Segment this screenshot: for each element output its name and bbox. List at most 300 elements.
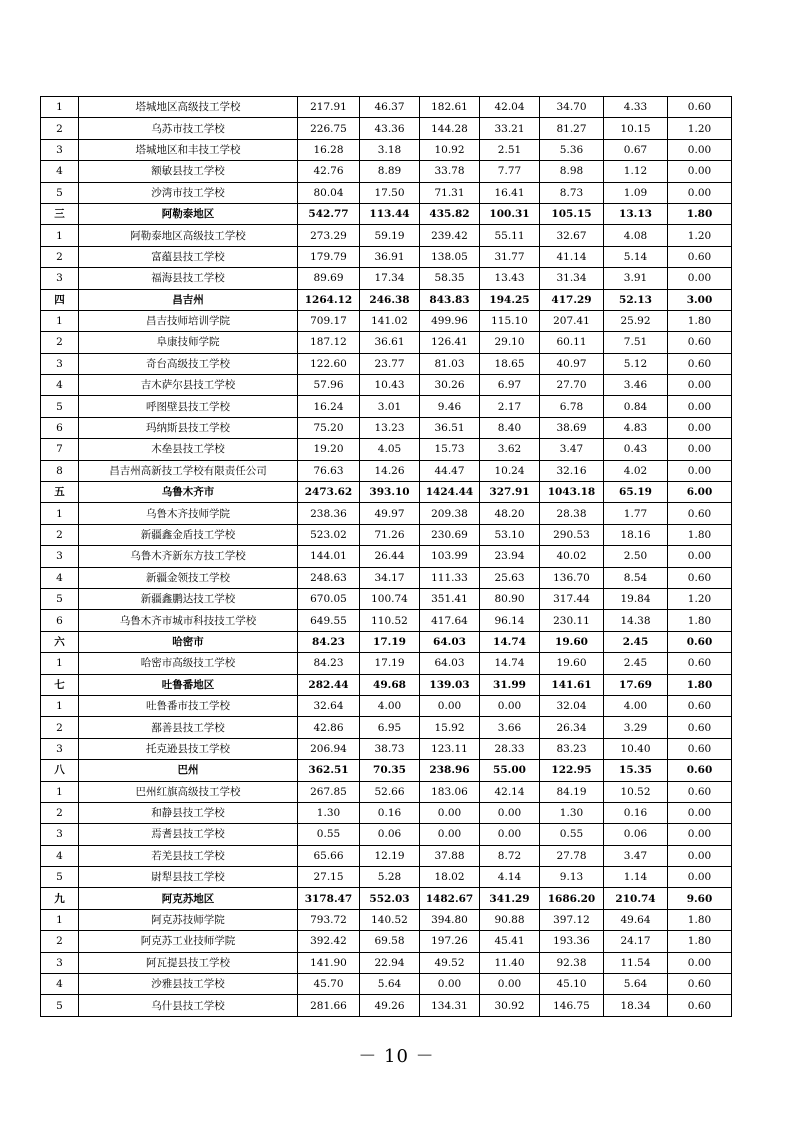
value-cell: 49.64: [604, 909, 668, 930]
value-cell: 115.10: [480, 310, 540, 331]
row-number-cell: 2: [41, 931, 79, 952]
value-cell: 42.86: [298, 717, 360, 738]
value-cell: 0.60: [668, 974, 732, 995]
school-name-cell: 阜康技师学院: [79, 332, 298, 353]
school-name-cell: 乌鲁木齐新东方技工学校: [79, 546, 298, 567]
value-cell: 0.67: [604, 139, 668, 160]
value-cell: 4.08: [604, 225, 668, 246]
school-name-cell: 巴州红旗高级技工学校: [79, 781, 298, 802]
value-cell: 10.40: [604, 738, 668, 759]
value-cell: 2.45: [604, 631, 668, 652]
row-number-cell: 5: [41, 867, 79, 888]
value-cell: 26.44: [360, 546, 420, 567]
value-cell: 19.60: [540, 653, 604, 674]
row-number-cell: 2: [41, 246, 79, 267]
school-name-cell: 塔城地区高级技工学校: [79, 97, 298, 118]
value-cell: 793.72: [298, 909, 360, 930]
row-number-cell: 5: [41, 588, 79, 609]
value-cell: 0.00: [420, 824, 480, 845]
table-row: [41, 375, 732, 396]
value-cell: 89.69: [298, 268, 360, 289]
value-cell: 1.80: [668, 674, 732, 695]
value-cell: 0.60: [668, 717, 732, 738]
value-cell: 3.01: [360, 396, 420, 417]
value-cell: 18.34: [604, 995, 668, 1016]
table-row: [41, 396, 732, 417]
value-cell: 843.83: [420, 289, 480, 310]
value-cell: 499.96: [420, 310, 480, 331]
value-cell: 0.84: [604, 396, 668, 417]
value-cell: 238.96: [420, 760, 480, 781]
row-number-cell: 3: [41, 952, 79, 973]
value-cell: 26.34: [540, 717, 604, 738]
row-number-cell: 1: [41, 225, 79, 246]
value-cell: 0.00: [480, 974, 540, 995]
value-cell: 10.92: [420, 139, 480, 160]
value-cell: 13.23: [360, 417, 420, 438]
value-cell: 0.00: [668, 375, 732, 396]
value-cell: 10.24: [480, 460, 540, 481]
school-name-cell: 沙湾市技工学校: [79, 182, 298, 203]
school-name-cell: 乌什县技工学校: [79, 995, 298, 1016]
value-cell: 2.45: [604, 653, 668, 674]
data-table: [40, 96, 732, 1017]
value-cell: 8.89: [360, 161, 420, 182]
table-row: [41, 867, 732, 888]
value-cell: 40.97: [540, 353, 604, 374]
value-cell: 3.47: [604, 845, 668, 866]
value-cell: 55.00: [480, 760, 540, 781]
value-cell: 0.00: [668, 182, 732, 203]
value-cell: 13.43: [480, 268, 540, 289]
table-row: [41, 503, 732, 524]
value-cell: 3.62: [480, 439, 540, 460]
value-cell: 44.47: [420, 460, 480, 481]
row-number-cell: 八: [41, 760, 79, 781]
value-cell: 84.23: [298, 653, 360, 674]
value-cell: 5.64: [604, 974, 668, 995]
table-row: [41, 931, 732, 952]
value-cell: 649.55: [298, 610, 360, 631]
value-cell: 2.51: [480, 139, 540, 160]
value-cell: 4.33: [604, 97, 668, 118]
school-name-cell: 吉木萨尔县技工学校: [79, 375, 298, 396]
row-number-cell: 6: [41, 610, 79, 631]
row-number-cell: 4: [41, 161, 79, 182]
value-cell: 0.00: [420, 974, 480, 995]
value-cell: 32.64: [298, 695, 360, 716]
value-cell: 100.31: [480, 203, 540, 224]
table-row: [41, 139, 732, 160]
row-number-cell: 5: [41, 396, 79, 417]
value-cell: 144.01: [298, 546, 360, 567]
value-cell: 10.52: [604, 781, 668, 802]
row-number-cell: 5: [41, 995, 79, 1016]
value-cell: 317.44: [540, 588, 604, 609]
value-cell: 0.06: [360, 824, 420, 845]
school-name-cell: 乌鲁木齐技师学院: [79, 503, 298, 524]
row-number-cell: 3: [41, 139, 79, 160]
value-cell: 226.75: [298, 118, 360, 139]
value-cell: 1.20: [668, 588, 732, 609]
value-cell: 32.04: [540, 695, 604, 716]
row-number-cell: 7: [41, 439, 79, 460]
value-cell: 81.03: [420, 353, 480, 374]
school-name-cell: 吐鲁番市技工学校: [79, 695, 298, 716]
value-cell: 38.69: [540, 417, 604, 438]
value-cell: 18.02: [420, 867, 480, 888]
school-name-cell: 木垒县技工学校: [79, 439, 298, 460]
value-cell: 417.64: [420, 610, 480, 631]
school-name-cell: 沙雅县技工学校: [79, 974, 298, 995]
value-cell: 6.97: [480, 375, 540, 396]
value-cell: 19.60: [540, 631, 604, 652]
table-group-row: [41, 674, 732, 695]
value-cell: 2473.62: [298, 482, 360, 503]
value-cell: 0.00: [668, 845, 732, 866]
value-cell: 141.61: [540, 674, 604, 695]
value-cell: 81.27: [540, 118, 604, 139]
table-group-row: [41, 482, 732, 503]
value-cell: 36.61: [360, 332, 420, 353]
value-cell: 111.33: [420, 567, 480, 588]
value-cell: 14.38: [604, 610, 668, 631]
value-cell: 31.34: [540, 268, 604, 289]
value-cell: 105.15: [540, 203, 604, 224]
value-cell: 75.20: [298, 417, 360, 438]
value-cell: 4.00: [360, 695, 420, 716]
value-cell: 22.94: [360, 952, 420, 973]
table-row: [41, 225, 732, 246]
value-cell: 59.19: [360, 225, 420, 246]
value-cell: 144.28: [420, 118, 480, 139]
value-cell: 5.28: [360, 867, 420, 888]
value-cell: 2.17: [480, 396, 540, 417]
value-cell: 17.19: [360, 653, 420, 674]
table-row: [41, 268, 732, 289]
row-number-cell: 九: [41, 888, 79, 909]
table-row: [41, 909, 732, 930]
school-name-cell: 阿勒泰地区高级技工学校: [79, 225, 298, 246]
value-cell: 84.23: [298, 631, 360, 652]
value-cell: 0.00: [668, 439, 732, 460]
value-cell: 0.00: [668, 867, 732, 888]
table-row: [41, 824, 732, 845]
value-cell: 18.65: [480, 353, 540, 374]
value-cell: 0.60: [668, 738, 732, 759]
value-cell: 1.14: [604, 867, 668, 888]
value-cell: 0.00: [668, 268, 732, 289]
school-name-cell: 鄯善县技工学校: [79, 717, 298, 738]
table-group-row: [41, 888, 732, 909]
value-cell: 27.70: [540, 375, 604, 396]
table-row: [41, 588, 732, 609]
value-cell: 83.23: [540, 738, 604, 759]
value-cell: 126.41: [420, 332, 480, 353]
value-cell: 41.14: [540, 246, 604, 267]
value-cell: 1686.20: [540, 888, 604, 909]
table-row: [41, 845, 732, 866]
value-cell: 30.26: [420, 375, 480, 396]
value-cell: 392.42: [298, 931, 360, 952]
school-name-cell: 昌吉州: [79, 289, 298, 310]
value-cell: 670.05: [298, 588, 360, 609]
value-cell: 1.80: [668, 524, 732, 545]
value-cell: 0.00: [668, 161, 732, 182]
value-cell: 60.11: [540, 332, 604, 353]
value-cell: 0.00: [480, 824, 540, 845]
table-row: [41, 995, 732, 1016]
value-cell: 58.35: [420, 268, 480, 289]
value-cell: 435.82: [420, 203, 480, 224]
value-cell: 138.05: [420, 246, 480, 267]
table-group-row: [41, 289, 732, 310]
school-name-cell: 塔城地区和丰技工学校: [79, 139, 298, 160]
school-name-cell: 阿克苏技师学院: [79, 909, 298, 930]
school-name-cell: 尉犁县技工学校: [79, 867, 298, 888]
value-cell: 140.52: [360, 909, 420, 930]
row-number-cell: 6: [41, 417, 79, 438]
value-cell: 55.11: [480, 225, 540, 246]
value-cell: 3.18: [360, 139, 420, 160]
school-name-cell: 新疆鑫金盾技工学校: [79, 524, 298, 545]
value-cell: 0.00: [668, 417, 732, 438]
value-cell: 15.35: [604, 760, 668, 781]
value-cell: 45.70: [298, 974, 360, 995]
value-cell: 90.88: [480, 909, 540, 930]
row-number-cell: 四: [41, 289, 79, 310]
value-cell: 209.38: [420, 503, 480, 524]
table-body: [41, 97, 732, 1017]
value-cell: 134.31: [420, 995, 480, 1016]
value-cell: 10.43: [360, 375, 420, 396]
value-cell: 1.30: [298, 802, 360, 823]
value-cell: 0.00: [480, 695, 540, 716]
value-cell: 18.16: [604, 524, 668, 545]
table-row: [41, 161, 732, 182]
value-cell: 1.80: [668, 610, 732, 631]
value-cell: 5.12: [604, 353, 668, 374]
value-cell: 53.10: [480, 524, 540, 545]
value-cell: 30.92: [480, 995, 540, 1016]
value-cell: 48.20: [480, 503, 540, 524]
value-cell: 16.24: [298, 396, 360, 417]
value-cell: 281.66: [298, 995, 360, 1016]
value-cell: 100.74: [360, 588, 420, 609]
value-cell: 103.99: [420, 546, 480, 567]
value-cell: 64.03: [420, 631, 480, 652]
value-cell: 84.19: [540, 781, 604, 802]
row-number-cell: 3: [41, 353, 79, 374]
value-cell: 71.26: [360, 524, 420, 545]
value-cell: 96.14: [480, 610, 540, 631]
value-cell: 0.00: [668, 546, 732, 567]
value-cell: 113.44: [360, 203, 420, 224]
value-cell: 290.53: [540, 524, 604, 545]
value-cell: 5.36: [540, 139, 604, 160]
value-cell: 9.13: [540, 867, 604, 888]
value-cell: 0.00: [420, 802, 480, 823]
table-row: [41, 417, 732, 438]
school-name-cell: 哈密市: [79, 631, 298, 652]
value-cell: 76.63: [298, 460, 360, 481]
value-cell: 1.12: [604, 161, 668, 182]
value-cell: 71.31: [420, 182, 480, 203]
school-name-cell: 富蕴县技工学校: [79, 246, 298, 267]
value-cell: 3.29: [604, 717, 668, 738]
value-cell: 0.16: [360, 802, 420, 823]
row-number-cell: 5: [41, 182, 79, 203]
value-cell: 197.26: [420, 931, 480, 952]
value-cell: 122.95: [540, 760, 604, 781]
value-cell: 217.91: [298, 97, 360, 118]
row-number-cell: 1: [41, 909, 79, 930]
value-cell: 182.61: [420, 97, 480, 118]
value-cell: 4.83: [604, 417, 668, 438]
value-cell: 45.10: [540, 974, 604, 995]
value-cell: 32.67: [540, 225, 604, 246]
school-name-cell: 新疆鑫鹏达技工学校: [79, 588, 298, 609]
value-cell: 11.54: [604, 952, 668, 973]
school-name-cell: 若羌县技工学校: [79, 845, 298, 866]
school-name-cell: 托克逊县技工学校: [79, 738, 298, 759]
school-name-cell: 阿克苏工业技师学院: [79, 931, 298, 952]
school-name-cell: 阿瓦提县技工学校: [79, 952, 298, 973]
school-name-cell: 焉耆县技工学校: [79, 824, 298, 845]
value-cell: 187.12: [298, 332, 360, 353]
value-cell: 28.38: [540, 503, 604, 524]
value-cell: 34.70: [540, 97, 604, 118]
value-cell: 246.38: [360, 289, 420, 310]
value-cell: 27.78: [540, 845, 604, 866]
value-cell: 14.74: [480, 653, 540, 674]
value-cell: 273.29: [298, 225, 360, 246]
value-cell: 23.77: [360, 353, 420, 374]
value-cell: 552.03: [360, 888, 420, 909]
value-cell: 16.28: [298, 139, 360, 160]
table-group-row: [41, 631, 732, 652]
value-cell: 341.29: [480, 888, 540, 909]
value-cell: 267.85: [298, 781, 360, 802]
value-cell: 38.73: [360, 738, 420, 759]
value-cell: 0.60: [668, 631, 732, 652]
table-row: [41, 118, 732, 139]
value-cell: 1043.18: [540, 482, 604, 503]
school-name-cell: 巴州: [79, 760, 298, 781]
value-cell: 17.34: [360, 268, 420, 289]
value-cell: 80.04: [298, 182, 360, 203]
value-cell: 37.88: [420, 845, 480, 866]
value-cell: 4.14: [480, 867, 540, 888]
value-cell: 393.10: [360, 482, 420, 503]
table-row: [41, 182, 732, 203]
value-cell: 6.95: [360, 717, 420, 738]
table-row: [41, 695, 732, 716]
value-cell: 362.51: [298, 760, 360, 781]
row-number-cell: 1: [41, 503, 79, 524]
value-cell: 206.94: [298, 738, 360, 759]
value-cell: 42.14: [480, 781, 540, 802]
value-cell: 0.60: [668, 760, 732, 781]
school-name-cell: 玛纳斯县技工学校: [79, 417, 298, 438]
school-name-cell: 新疆金领技工学校: [79, 567, 298, 588]
value-cell: 248.63: [298, 567, 360, 588]
row-number-cell: 8: [41, 460, 79, 481]
value-cell: 139.03: [420, 674, 480, 695]
value-cell: 417.29: [540, 289, 604, 310]
value-cell: 17.19: [360, 631, 420, 652]
value-cell: 122.60: [298, 353, 360, 374]
value-cell: 65.19: [604, 482, 668, 503]
value-cell: 29.10: [480, 332, 540, 353]
value-cell: 0.60: [668, 653, 732, 674]
page-number: － 10 －: [358, 1046, 435, 1067]
value-cell: 49.68: [360, 674, 420, 695]
value-cell: 52.13: [604, 289, 668, 310]
value-cell: 0.43: [604, 439, 668, 460]
school-name-cell: 吐鲁番地区: [79, 674, 298, 695]
value-cell: 351.41: [420, 588, 480, 609]
value-cell: 15.73: [420, 439, 480, 460]
value-cell: 6.78: [540, 396, 604, 417]
row-number-cell: 1: [41, 781, 79, 802]
row-number-cell: 七: [41, 674, 79, 695]
value-cell: 1482.67: [420, 888, 480, 909]
value-cell: 36.51: [420, 417, 480, 438]
row-number-cell: 2: [41, 332, 79, 353]
row-number-cell: 2: [41, 118, 79, 139]
value-cell: 36.91: [360, 246, 420, 267]
value-cell: 110.52: [360, 610, 420, 631]
value-cell: 146.75: [540, 995, 604, 1016]
value-cell: 45.41: [480, 931, 540, 952]
value-cell: 141.90: [298, 952, 360, 973]
value-cell: 11.40: [480, 952, 540, 973]
value-cell: 230.11: [540, 610, 604, 631]
school-name-cell: 乌苏市技工学校: [79, 118, 298, 139]
table-row: [41, 781, 732, 802]
table-row: [41, 717, 732, 738]
value-cell: 40.02: [540, 546, 604, 567]
value-cell: 0.06: [604, 824, 668, 845]
value-cell: 42.04: [480, 97, 540, 118]
value-cell: 92.38: [540, 952, 604, 973]
value-cell: 15.92: [420, 717, 480, 738]
value-cell: 34.17: [360, 567, 420, 588]
value-cell: 6.00: [668, 482, 732, 503]
value-cell: 1.80: [668, 931, 732, 952]
table-row: [41, 310, 732, 331]
value-cell: 1.80: [668, 909, 732, 930]
value-cell: 2.50: [604, 546, 668, 567]
school-name-cell: 哈密市高级技工学校: [79, 653, 298, 674]
value-cell: 4.05: [360, 439, 420, 460]
value-cell: 65.66: [298, 845, 360, 866]
value-cell: 7.77: [480, 161, 540, 182]
value-cell: 0.00: [668, 139, 732, 160]
value-cell: 49.26: [360, 995, 420, 1016]
value-cell: 327.91: [480, 482, 540, 503]
value-cell: 282.44: [298, 674, 360, 695]
value-cell: 0.60: [668, 567, 732, 588]
value-cell: 0.16: [604, 802, 668, 823]
table-row: [41, 974, 732, 995]
table-group-row: [41, 760, 732, 781]
value-cell: 70.35: [360, 760, 420, 781]
value-cell: 3.66: [480, 717, 540, 738]
value-cell: 397.12: [540, 909, 604, 930]
value-cell: 194.25: [480, 289, 540, 310]
